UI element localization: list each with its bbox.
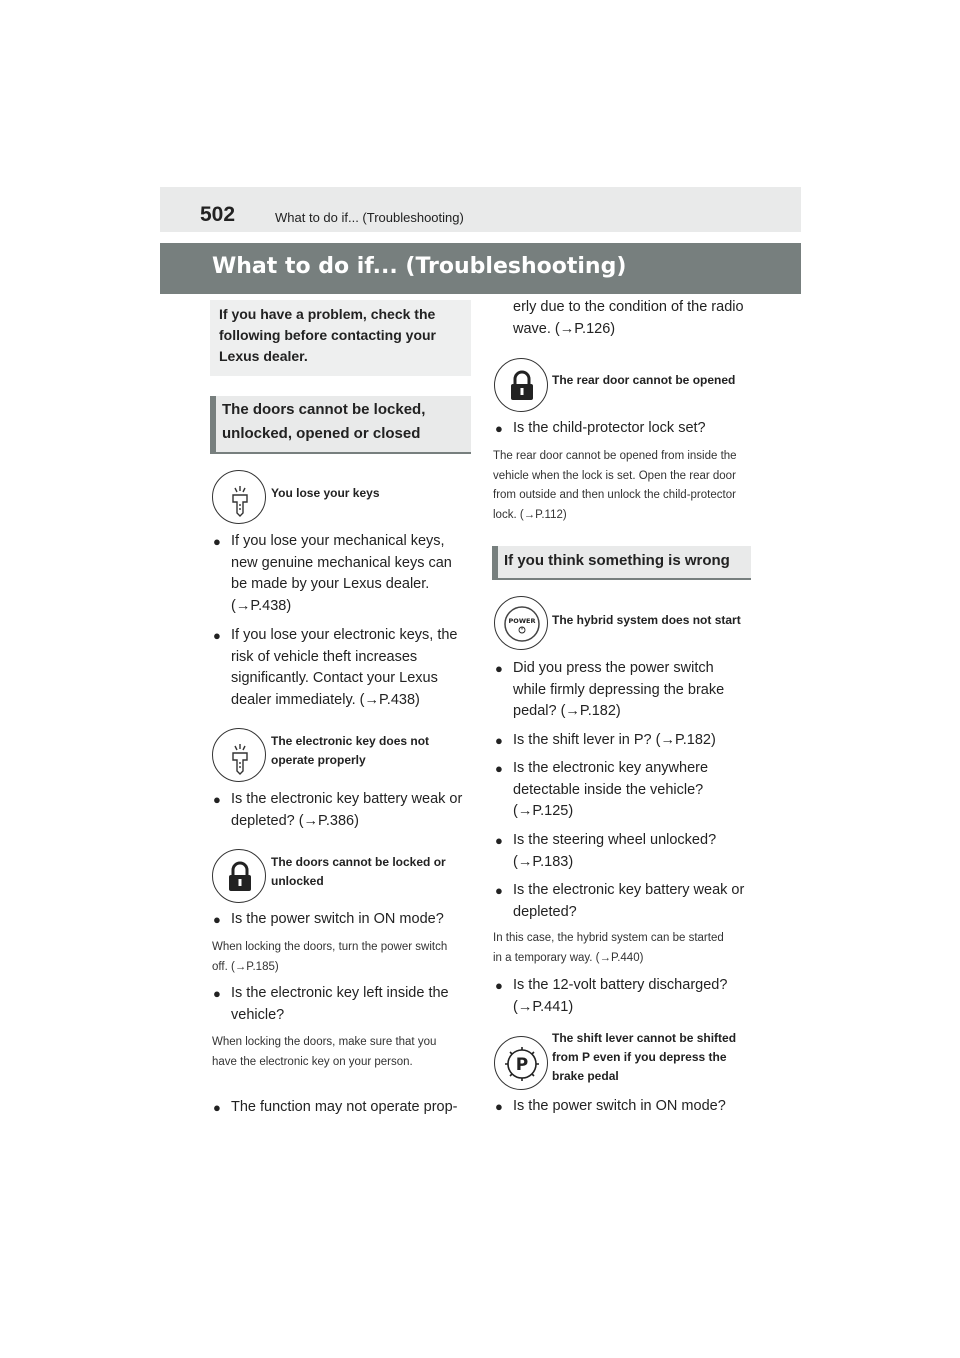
bullet-text: erly due to the condition of the radio wave. (→P.126) [513,299,744,337]
page-number: 502 [200,203,236,226]
label-key-not-operate: The electronic key does not operate properly [271,734,430,767]
intro-text: If you have a problem, check the following before contacting your Lexus dealer. [219,306,436,364]
running-title: What to do if... (Troubleshooting) [275,210,464,225]
bullet-dot: ● [495,421,503,436]
bullet-text: Is the steering wheel unlocked? (→P.183) [513,832,717,870]
note-temporary-start: In this case, the hybrid system can be started in a temporary way. (→P.440) [493,932,724,964]
bullet-text: Did you press the power switch while firmly depressing the brake pedal? (→P.182) [513,660,725,719]
park-icon-text: P [515,1055,529,1075]
label-doors-lock: The doors cannot be locked or unlocked [271,855,446,888]
note-power-off: When locking the doors, turn the power switch off. (→P.185) [212,941,448,973]
bullet-dot: ● [495,833,503,848]
bullet-dot: ● [495,1099,503,1114]
lock-icon [212,849,266,903]
note-key-person: When locking the doors, make sure that you have the electronic key on your person. [212,1036,437,1068]
label-rear-door: The rear door cannot be opened [552,373,736,387]
label-hybrid-start: The hybrid system does not start [552,613,741,627]
park-gear-icon [494,1036,548,1090]
bullet-dot: ● [213,912,221,927]
bullet-text: Is the electronic key battery weak or depleted? (→P.386) [231,791,463,829]
bullet-dot: ● [213,534,221,549]
bullet-text: Is the child-protector lock set? [513,420,706,436]
section-wrong-title: If you think something is wrong [504,552,730,569]
label-lose-keys: You lose your keys [271,486,380,500]
bullet-dot: ● [495,761,503,776]
bullet-text: Is the power switch in ON mode? [513,1098,726,1114]
bullet-dot: ● [213,1100,221,1115]
label-shift-lever: The shift lever cannot be shifted from P even if you depress the brake pedal [552,1031,737,1083]
bullet-text: Is the electronic key left inside the vehicle? [231,985,449,1023]
bullet-dot: ● [213,628,221,643]
bullet-dot: ● [495,733,503,748]
bullet-text: Is the electronic key anywhere detectable inside the vehicle? (→P.125) [513,760,709,819]
header-band [160,187,801,232]
bullet-text: Is the shift lever in P? (→P.182) [513,732,716,748]
lock-icon [494,358,548,412]
power-icon-text: POWER [508,617,536,625]
bullet-dot: ● [213,792,221,807]
bullet-text: Is the power switch in ON mode? [231,911,444,927]
bullet-dot: ● [495,883,503,898]
bullet-text: If you lose your electronic keys, the risk of vehicle theft increases significantly. Contact your Lexus dealer immediately. (→P.438) [231,627,458,708]
bullet-text: The function may not operate prop- [231,1099,458,1115]
bullet-text: If you lose your mechanical keys, new genuine mechanical keys can be made by your Lexus dealer. (→P.438) [231,533,452,614]
section-doors-title: The doors cannot be locked, unlocked, opened or closed [222,401,426,442]
key-icon [212,470,266,524]
key-icon [212,728,266,782]
bullet-dot: ● [495,978,503,993]
bullet-text: Is the electronic key battery weak or depleted? [513,882,745,920]
bullet-text: Is the 12-volt battery discharged? (→P.441) [513,977,728,1015]
power-button-icon [494,596,548,650]
note-child-lock: The rear door cannot be opened from inside the vehicle when the lock is set. Open the rear door from outside and then unlock the child-protector lock. (→P.112) [493,450,737,521]
bullet-dot: ● [213,986,221,1001]
bullet-dot: ● [495,661,503,676]
page-title: What to do if... (Troubleshooting) [212,254,627,279]
